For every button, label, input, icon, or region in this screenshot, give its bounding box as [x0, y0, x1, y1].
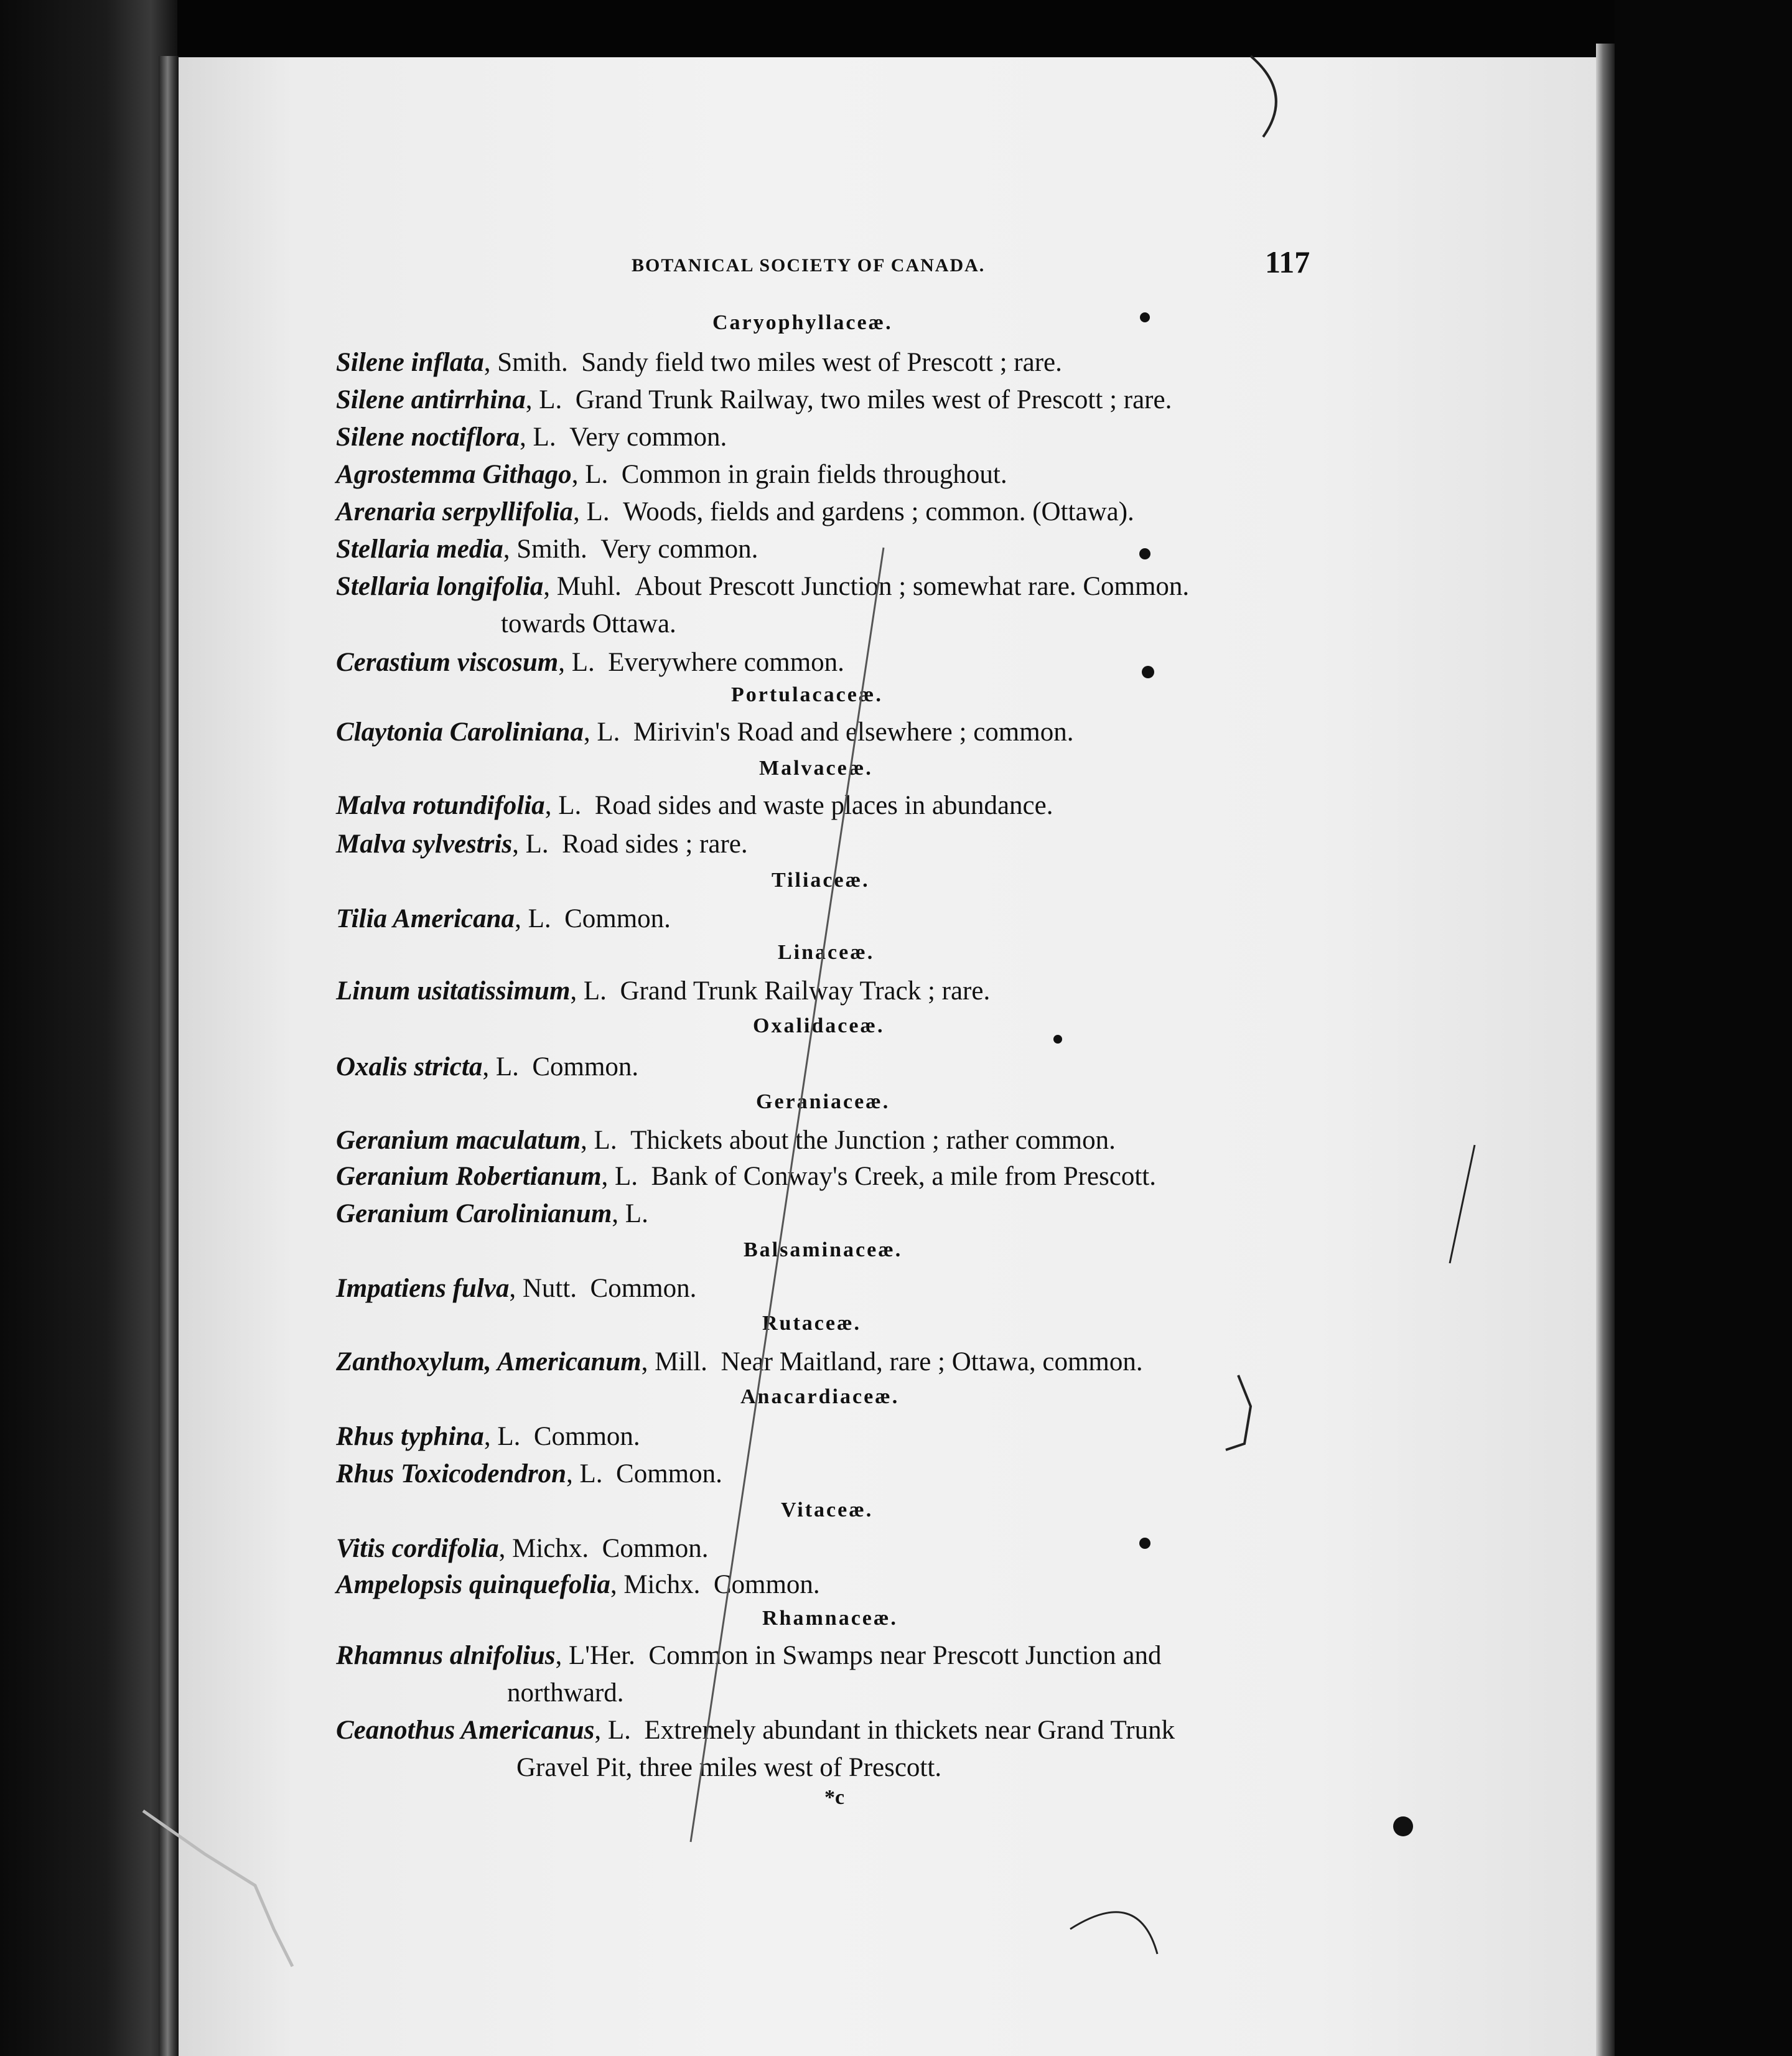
family-heading: Geraniaceæ. — [756, 1090, 890, 1113]
family-heading: Balsaminaceæ. — [744, 1238, 903, 1261]
habitat-note: Common. — [533, 1422, 640, 1451]
habitat-note: Common. — [616, 1459, 722, 1488]
authority: , Smith. — [503, 535, 587, 564]
habitat-note: Mirivin's Road and elsewhere ; common. — [633, 717, 1074, 747]
species-name: Malva rotundifolia — [336, 791, 545, 820]
authority: , L. — [571, 460, 609, 489]
habitat-note: Grand Trunk Railway Track ; rare. — [620, 976, 991, 1006]
family-heading: Caryophyllaceæ. — [712, 311, 893, 334]
family-heading: Oxalidaceæ. — [753, 1014, 885, 1037]
page-crease — [143, 1811, 292, 1966]
species-name: Silene inflata — [336, 348, 484, 377]
ink-blot — [1393, 1816, 1413, 1836]
entry-continuation: northward. — [507, 1678, 624, 1708]
authority: , Muhl. — [543, 572, 622, 601]
authority: , Nutt. — [509, 1274, 577, 1303]
species-name: Rhus Toxicodendron — [336, 1459, 566, 1488]
authority: , L. — [515, 904, 551, 933]
authority: , L. — [512, 829, 549, 859]
species-name: Linum usitatissimum — [336, 976, 571, 1006]
habitat-note: Very common. — [600, 535, 758, 564]
habitat-note: Common. — [590, 1274, 697, 1303]
authority: , L. — [483, 1422, 521, 1451]
scratch-curve — [1070, 1912, 1157, 1954]
authority: , L. — [601, 1162, 638, 1191]
habitat-note: About Prescott Junction ; somewhat rare. Common. — [635, 572, 1190, 601]
scratch-line — [1450, 1145, 1475, 1263]
authority: , L. — [570, 976, 607, 1006]
family-heading: Vitaceæ. — [781, 1498, 874, 1521]
habitat-note: Common. — [713, 1570, 820, 1599]
species-name: Arenaria serpyllifolia — [336, 497, 574, 526]
ink-speck — [1139, 1538, 1150, 1549]
species-name: Cerastium viscosum — [336, 648, 559, 677]
authority: , L. — [594, 1716, 631, 1745]
habitat-note: Woods, fields and gardens ; common. (Ottawa). — [623, 497, 1134, 526]
scratch-line — [691, 548, 884, 1842]
authority: , L'Her. — [555, 1641, 635, 1670]
species-name: Silene antirrhina — [336, 385, 526, 414]
species-name: Geranium Robertianum — [336, 1162, 602, 1191]
species-name: Geranium Carolinianum — [336, 1199, 612, 1228]
habitat-note: Extremely abundant in thickets near Grand Trunk — [644, 1716, 1175, 1745]
family-heading: Linaceæ. — [778, 941, 875, 964]
habitat-note: Common. — [602, 1534, 709, 1563]
entry-continuation: towards Ottawa. — [501, 609, 676, 638]
species-name: Vitis cordifolia — [336, 1534, 499, 1563]
authority: , L. — [525, 385, 562, 414]
family-heading: Anacardiaceæ. — [740, 1385, 900, 1408]
signature-mark: *c — [824, 1786, 845, 1809]
habitat-note: Common in grain fields throughout. — [621, 460, 1007, 489]
authority: , L. — [566, 1459, 603, 1488]
species-name: Rhamnus alnifolius — [336, 1641, 556, 1670]
species-name: Stellaria longifolia — [336, 572, 544, 601]
species-name: Agrostemma Githago — [336, 460, 572, 489]
habitat-note: Common. — [564, 904, 671, 933]
family-heading: Portulacaceæ. — [731, 683, 883, 706]
authority: , L. — [482, 1052, 519, 1082]
species-name: Geranium maculatum — [336, 1126, 581, 1155]
authority: , L. — [612, 1199, 648, 1228]
authority: , Mill. — [641, 1347, 707, 1376]
species-name: Zanthoxylum, Americanum — [336, 1347, 642, 1376]
authority: , Michx. — [498, 1534, 589, 1563]
ink-speck — [1139, 548, 1150, 559]
family-heading: Malvaceæ. — [759, 757, 873, 780]
family-heading: Tiliaceæ. — [772, 869, 870, 892]
species-name: Ampelopsis quinquefolia — [336, 1570, 610, 1599]
running-title: BOTANICAL SOCIETY OF CANADA. — [632, 255, 986, 276]
authority: , L. — [558, 648, 595, 677]
habitat-note: Common. — [532, 1052, 639, 1082]
authority: , Smith. — [483, 348, 568, 377]
habitat-note: Everywhere common. — [608, 648, 844, 677]
authority: , L. — [573, 497, 610, 526]
habitat-note: Sandy field two miles west of Prescott ; rare. — [581, 348, 1062, 377]
species-name: Stellaria media — [336, 535, 503, 564]
family-heading: Rhamnaceæ. — [762, 1607, 898, 1630]
habitat-note: Bank of Conway's Creek, a mile from Prescott. — [651, 1162, 1156, 1191]
habitat-note: Common in Swamps near Prescott Junction and — [648, 1641, 1162, 1670]
species-name: Oxalis stricta — [336, 1052, 483, 1082]
species-name: Ceanothus Americanus — [336, 1716, 595, 1745]
habitat-note: Grand Trunk Railway, two miles west of Prescott ; rare. — [575, 385, 1172, 414]
authority: , L. — [544, 791, 582, 820]
species-name: Impatiens fulva — [336, 1274, 510, 1303]
scratch-mark — [1226, 1375, 1251, 1450]
ink-speck — [1053, 1035, 1062, 1044]
species-name: Rhus typhina — [336, 1422, 484, 1451]
authority: , L. — [581, 1126, 617, 1155]
authority: , L. — [520, 423, 556, 452]
habitat-note: Road sides ; rare. — [562, 829, 748, 859]
scratch-curve — [1251, 56, 1276, 137]
authority: , Michx. — [610, 1570, 701, 1599]
entry-continuation: Gravel Pit, three miles west of Prescott. — [516, 1753, 942, 1782]
habitat-note: Near Maitland, rare ; Ottawa, common. — [721, 1347, 1143, 1376]
species-name: Malva sylvestris — [336, 829, 513, 859]
habitat-note: Thickets about the Junction ; rather common. — [630, 1126, 1116, 1155]
ink-speck — [1142, 666, 1154, 678]
ink-speck — [1140, 312, 1150, 322]
authority: , L. — [583, 717, 620, 747]
page-number: 117 — [1265, 245, 1310, 279]
species-name: Tilia Americana — [336, 904, 515, 933]
species-name: Claytonia Caroliniana — [336, 717, 584, 747]
habitat-note: Road sides and waste places in abundance. — [594, 791, 1053, 820]
species-name: Silene noctiflora — [336, 423, 520, 452]
habitat-note: Very common. — [569, 423, 727, 452]
family-heading: Rutaceæ. — [762, 1312, 862, 1335]
